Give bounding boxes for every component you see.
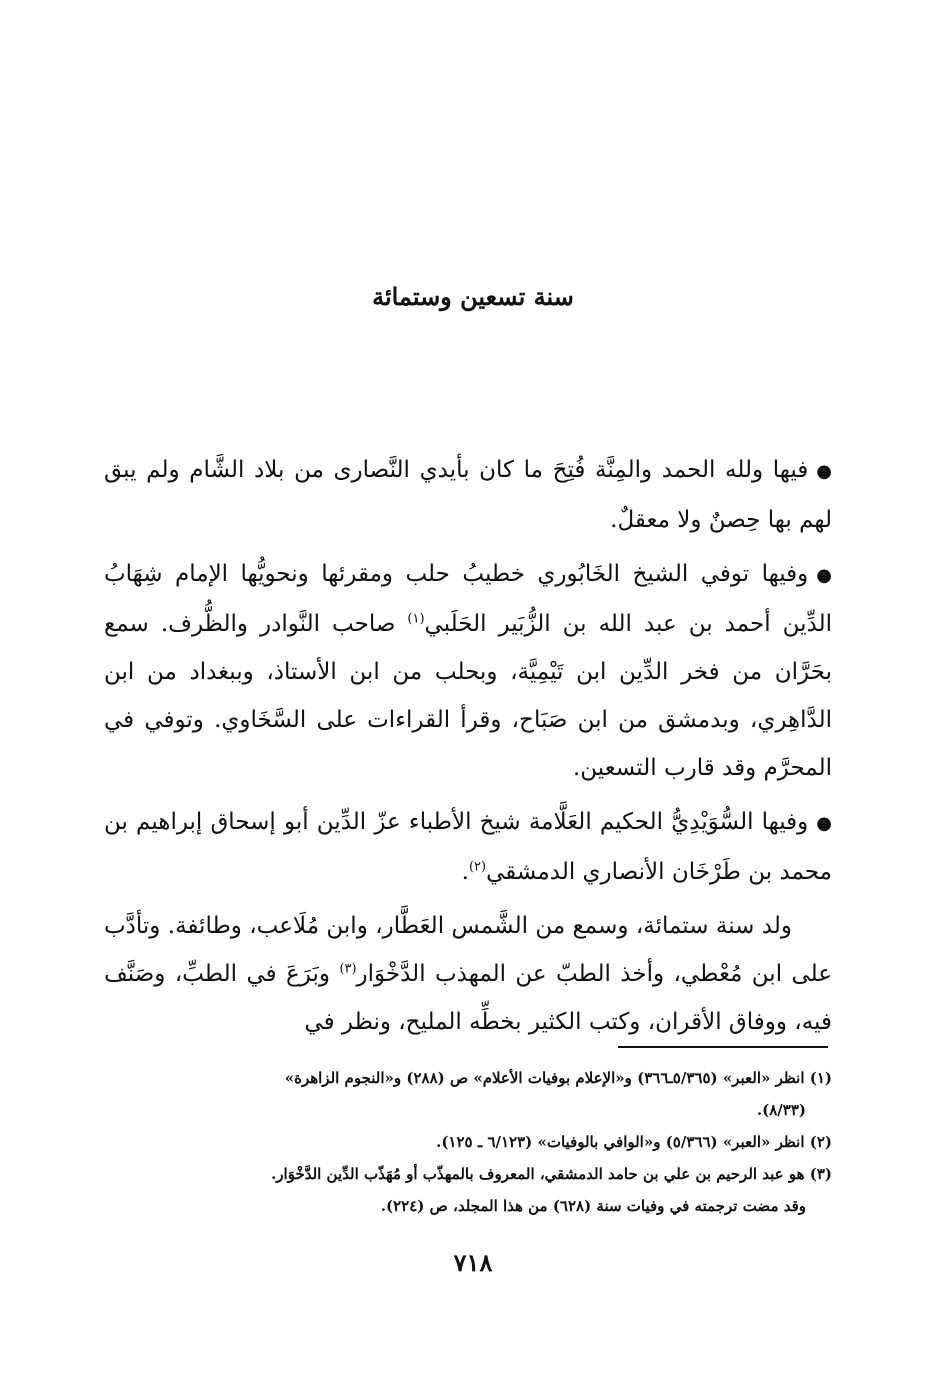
footnote-1: (١) انظر «العبر» (٥/٣٦٥ـ٣٦٦) و«الإعلام بوفيات الأعلام» ص (٢٨٨) و«النجوم الزاهرة» [284,1069,832,1087]
paragraph-text-part-b: . [461,859,469,885]
footnotes [104,1062,832,1222]
footnote-reference: (١) [407,611,425,627]
section-heading: سنة تسعين وستمائة [372,282,574,311]
paragraph-text-part-a: وفيها توفي الشيخ الخَابُوري خطيبُ حلب ومقرئها ونحويُّها الإمام شِهَابُ الدِّين أحمد بن عبد الله بن الزُّبَير الحَلَبي [104,561,832,637]
paragraph-2 [104,550,832,792]
footnote-separator [618,1046,828,1048]
paragraph-4 [104,902,832,1046]
footnote-3: (٣) هو عبد الرحيم بن علي بن حامد الدمشقي، المعروف بالمهذّب أو مُهَذّب الدِّين الدَّخْوَار. [271,1165,832,1183]
footnote-3-continuation: وقد مضت ترجمته في وفيات سنة (٦٢٨) من هذا المجلد، ص (٢٢٤). [380,1197,806,1215]
paragraph-text-part-a: وفيها السُّوَيْدِيُّ الحكيم العَلَّامة شيخ الأطباء عزّ الدِّين أبو إسحاق إبراهيم بن محمد بن طَرْخَان الأنصاري الدمشقي [104,809,832,885]
footnote-reference: (٣) [339,961,357,977]
bullet-icon: ● [816,461,832,482]
paragraph-text-part-a: ولد سنة ستمائة، وسمع من الشَّمس العَطَّار، وابن مُلَاعب، وطائفة. وتأدَّب على ابن مُعْطي، وأخذ الطبّ عن المهذب الدَّخْوَار [104,913,832,987]
main-text [104,446,832,1052]
paragraph-1 [104,446,832,544]
footnote-reference: (٢) [468,859,487,875]
bullet-icon: ● [816,565,832,586]
paragraph-3 [104,798,832,896]
page-number: ٧١٨ [453,1248,493,1277]
footnote-1-continuation: (٨/٣٣). [756,1101,806,1119]
paragraph-text-part-b: وبَرَعَ في الطبِّ، وصَنَّف فيه، ووفاق الأقران، وكتب الكثير بخطِّه المليح، ونظر في [104,961,832,1035]
bullet-icon: ● [816,813,832,834]
footnote-2: (٢) انظر «العبر» (٥/٣٦٦) و«الوافي بالوفيات» (٦/١٢٣ ـ ١٢٥). [436,1133,832,1151]
paragraph-text: فيها ولله الحمد والمِنَّة فُتِحَ ما كان بأيدي النَّصارى من بلاد الشَّام ولم يبق لهم بها حِصنٌ ولا معقلٌ. [104,457,832,533]
paragraph-text-part-b: صاحب النَّوادر والظُّرف. سمع بحَرَّان من فخر الدِّين ابن تَيْمِيَّة، وبحلب من ابن الأستاذ، وببغداد من ابن الدَّاهِري، وبدمشق من ابن صَبَاح، وقرأ القراءات على السَّخَاوي. وتوفي في المحرَّم وقد قارب التسعين. [104,611,832,781]
